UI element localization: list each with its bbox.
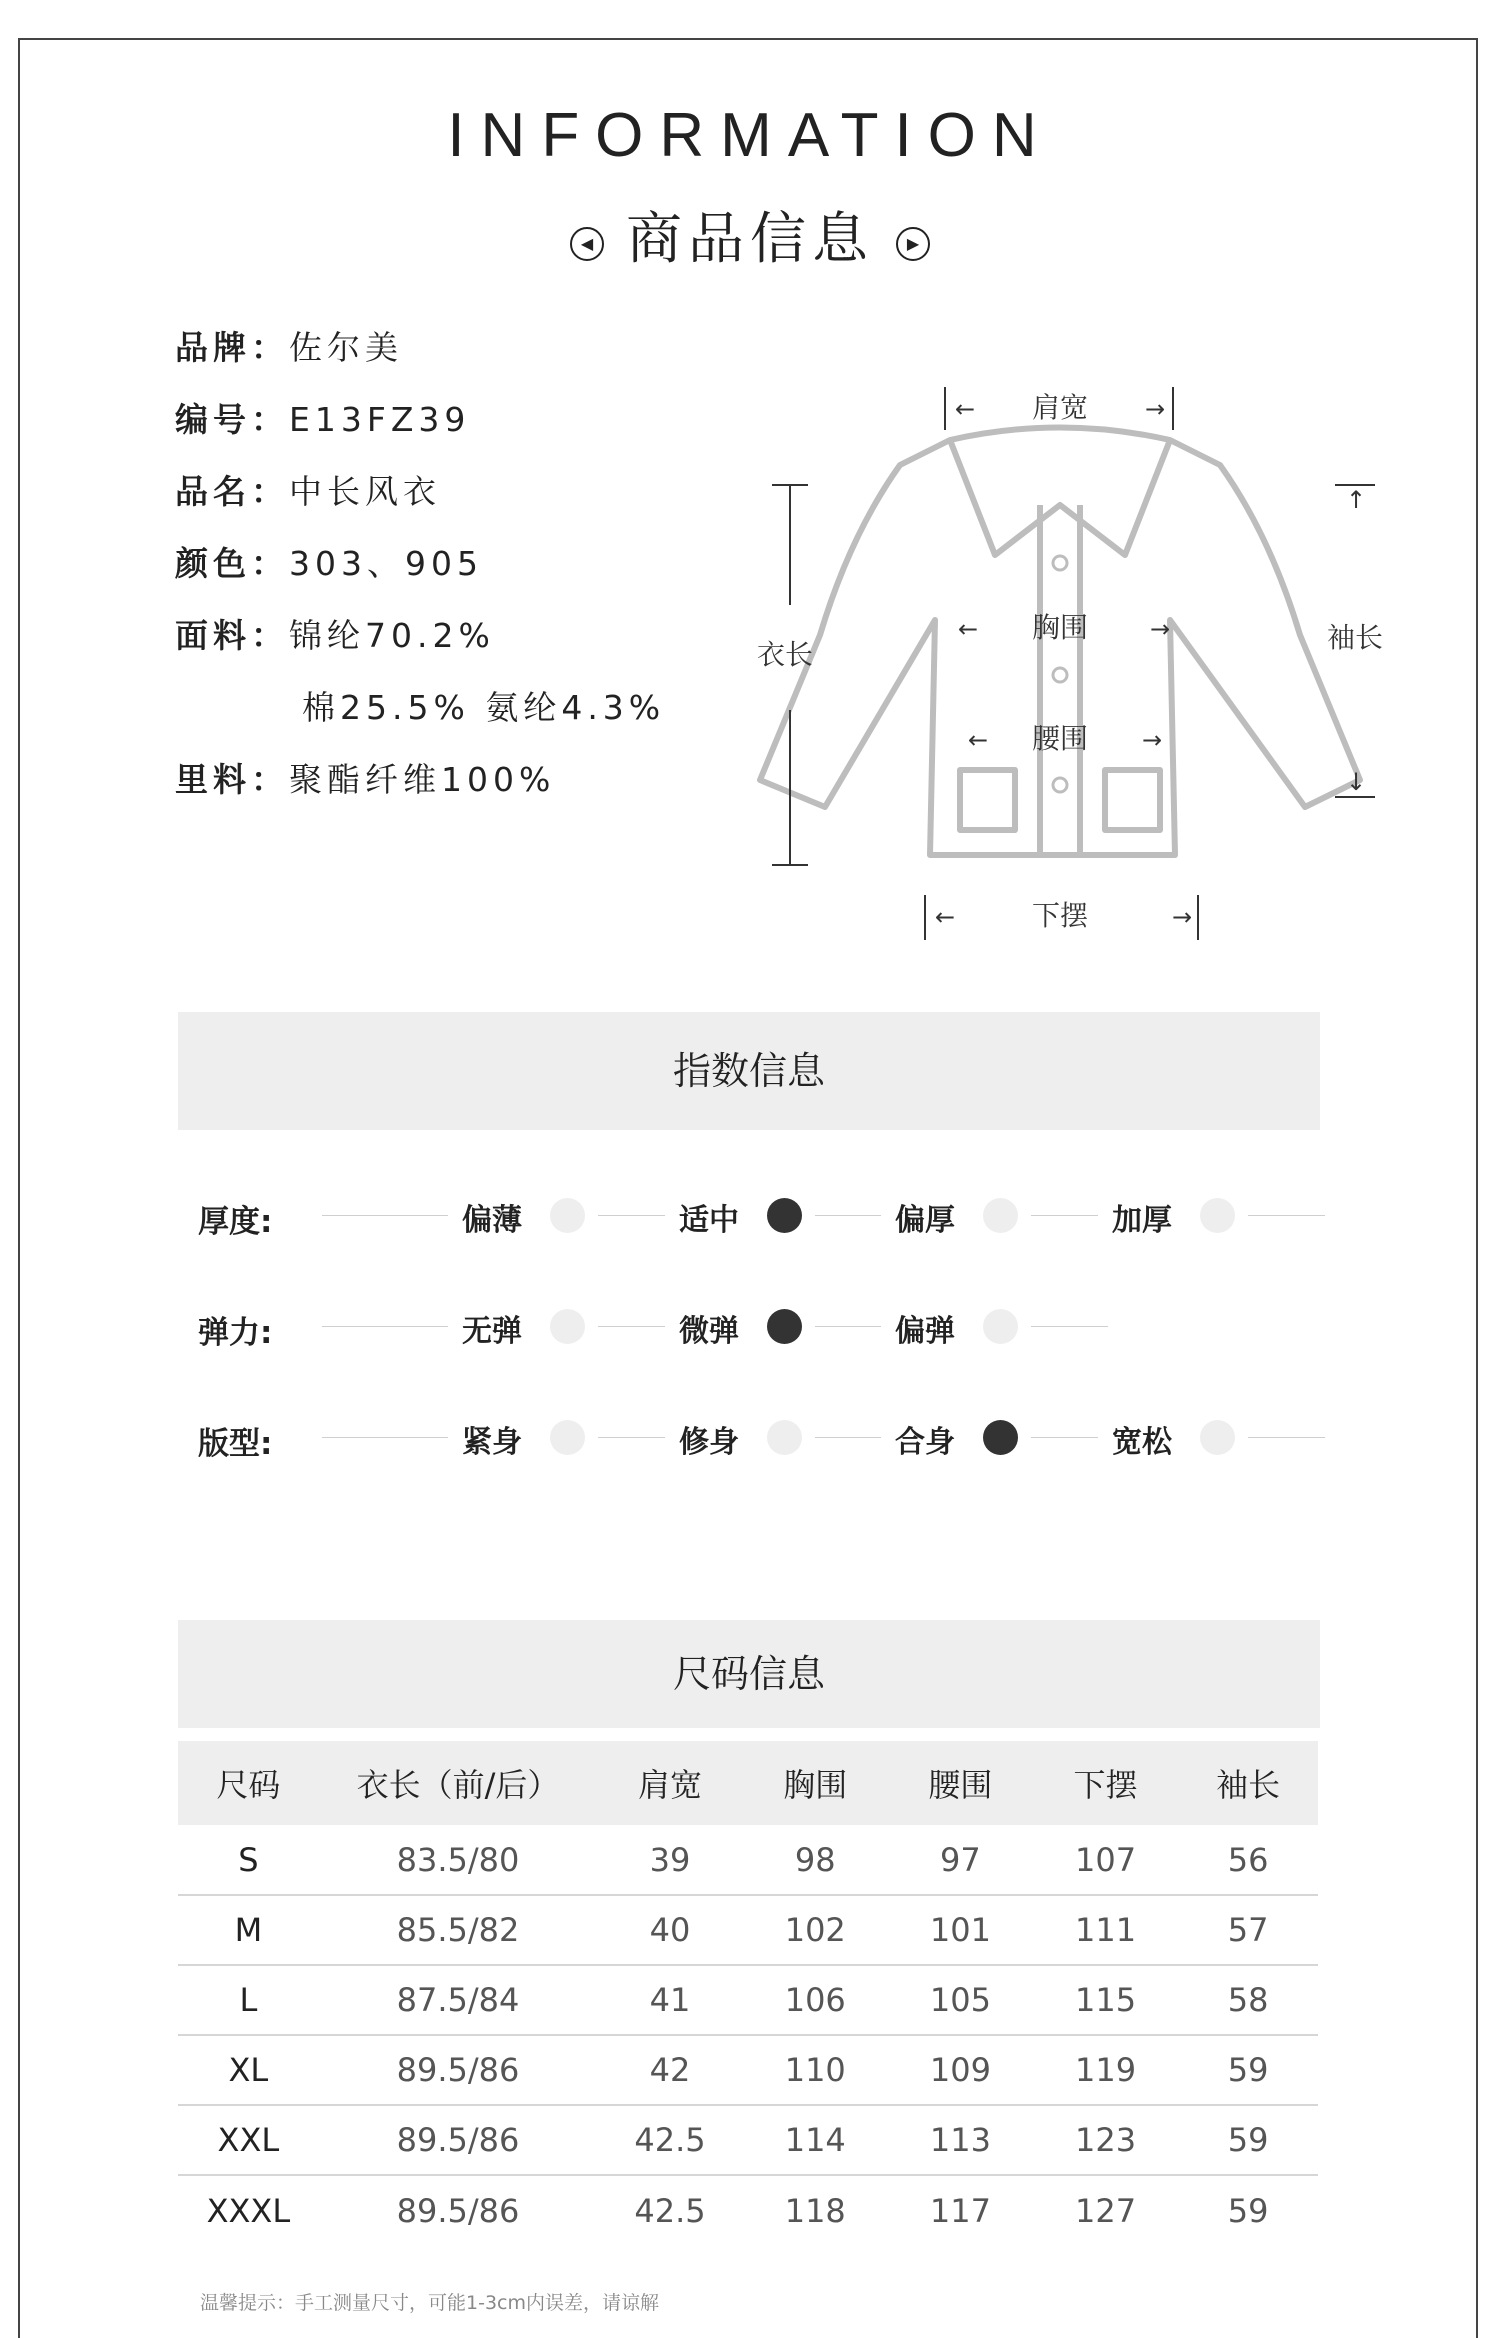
svg-text:↓: ↓ bbox=[1346, 768, 1367, 796]
size-cell: 123 bbox=[1033, 2105, 1178, 2175]
size-cell: 59 bbox=[1178, 2105, 1318, 2175]
selected-dot bbox=[767, 1198, 802, 1233]
index-option-label: 适中 bbox=[679, 1203, 739, 1238]
size-cell: 107 bbox=[1033, 1825, 1178, 1895]
index-option-label: 修身 bbox=[679, 1425, 739, 1460]
size-cell: 56 bbox=[1178, 1825, 1318, 1895]
size-cell: M bbox=[178, 1895, 319, 1965]
table-row bbox=[178, 2035, 1318, 2105]
spec-value: 佐尔美 bbox=[289, 328, 403, 367]
coat-button bbox=[1053, 668, 1067, 682]
size-cell: 85.5/82 bbox=[319, 1895, 598, 1965]
size-column-header: 袖长 bbox=[1216, 1766, 1281, 1804]
size-cell: 105 bbox=[888, 1965, 1033, 2035]
size-column-header: 下摆 bbox=[1073, 1766, 1138, 1804]
size-cell: 109 bbox=[888, 2035, 1033, 2105]
size-table bbox=[178, 1741, 1318, 2245]
spec-key: 面料： bbox=[175, 616, 289, 655]
size-cell: 118 bbox=[784, 2191, 846, 2230]
coat-button bbox=[1053, 778, 1067, 792]
spec-key: 里料： bbox=[175, 760, 289, 799]
unselected-dot bbox=[983, 1198, 1018, 1233]
size-cell: 101 bbox=[888, 1895, 1033, 1965]
size-cell: 117 bbox=[929, 2191, 991, 2230]
size-cell: 59 bbox=[1178, 2035, 1318, 2105]
table-row bbox=[178, 1965, 1318, 2035]
unselected-dot bbox=[1200, 1198, 1235, 1233]
spec-value: 锦纶70.2% bbox=[289, 616, 495, 655]
unselected-dot bbox=[983, 1309, 1018, 1344]
svg-text:←: ← bbox=[935, 903, 956, 931]
spec-lining bbox=[175, 754, 555, 801]
spec-code bbox=[175, 394, 470, 441]
garment-measurement-diagram bbox=[730, 375, 1410, 945]
size-cell: 57 bbox=[1178, 1895, 1318, 1965]
index-option-label: 偏弹 bbox=[895, 1314, 955, 1349]
size-cell: 113 bbox=[888, 2105, 1033, 2175]
circle-right-arrow-icon: ▶ bbox=[896, 227, 930, 261]
svg-text:←: ← bbox=[968, 726, 989, 754]
index-label: 弹力: bbox=[198, 1315, 273, 1351]
size-cell: 40 bbox=[597, 1895, 742, 1965]
size-table-header bbox=[178, 1741, 1318, 1825]
svg-text:←: ← bbox=[958, 615, 979, 643]
index-option-label: 加厚 bbox=[1112, 1203, 1172, 1238]
svg-text:←: ← bbox=[955, 395, 976, 423]
label-sleeve: 袖长 bbox=[1326, 621, 1384, 654]
size-cell: 110 bbox=[743, 2035, 888, 2105]
coat-button bbox=[1053, 556, 1067, 570]
spec-key: 品牌： bbox=[175, 328, 289, 367]
svg-text:→: → bbox=[1145, 395, 1166, 423]
index-option-label: 微弹 bbox=[679, 1314, 739, 1349]
title-chinese-block bbox=[0, 195, 1500, 275]
size-cell: 89.5/86 bbox=[319, 2035, 598, 2105]
coat-pocket bbox=[1105, 770, 1160, 830]
spec-fabric bbox=[175, 610, 495, 657]
size-cell: 42.5 bbox=[597, 2105, 742, 2175]
size-cell: 127 bbox=[1075, 2191, 1137, 2230]
svg-text:→: → bbox=[1172, 903, 1193, 931]
size-column-header: 腰围 bbox=[928, 1766, 993, 1804]
index-option-label: 偏薄 bbox=[462, 1203, 522, 1238]
spec-fabric-cont bbox=[302, 682, 665, 729]
size-cell: 41 bbox=[597, 1965, 742, 2035]
size-cell: 59 bbox=[1227, 2191, 1269, 2230]
unselected-dot bbox=[550, 1198, 585, 1233]
unselected-dot bbox=[550, 1309, 585, 1344]
size-cell: 111 bbox=[1033, 1895, 1178, 1965]
svg-text:↑: ↑ bbox=[1346, 486, 1367, 514]
size-cell: 98 bbox=[743, 1825, 888, 1895]
spec-key: 编号： bbox=[175, 400, 289, 439]
title-english: INFORMATION bbox=[447, 101, 1053, 170]
size-cell: 119 bbox=[1033, 2035, 1178, 2105]
size-cell: XXL bbox=[178, 2105, 319, 2175]
size-cell: 87.5/84 bbox=[319, 1965, 598, 2035]
size-cell: 97 bbox=[888, 1825, 1033, 1895]
index-option-label: 无弹 bbox=[462, 1314, 522, 1349]
spec-value: 303、905 bbox=[289, 544, 483, 583]
svg-text:→: → bbox=[1150, 615, 1171, 643]
size-cell: L bbox=[178, 1965, 319, 2035]
size-column-header: 胸围 bbox=[783, 1766, 848, 1804]
spec-brand bbox=[175, 322, 403, 369]
index-option-label: 宽松 bbox=[1112, 1425, 1172, 1460]
spec-key: 品名： bbox=[175, 472, 289, 511]
size-cell: S bbox=[178, 1825, 319, 1895]
spec-value: 中长风衣 bbox=[289, 472, 441, 511]
spec-color bbox=[175, 538, 483, 585]
coat-pocket bbox=[960, 770, 1015, 830]
size-cell: 89.5/86 bbox=[396, 2191, 520, 2230]
size-cell: 42 bbox=[597, 2035, 742, 2105]
size-cell: 115 bbox=[1033, 1965, 1178, 2035]
size-column-header: 尺码 bbox=[216, 1766, 281, 1804]
table-row bbox=[178, 1825, 1318, 1895]
size-cell: XXXL bbox=[206, 2191, 291, 2230]
unselected-dot bbox=[550, 1420, 585, 1455]
coat-collar bbox=[950, 440, 1170, 555]
size-cell: 83.5/80 bbox=[319, 1825, 598, 1895]
size-column-header: 衣长（前/后） bbox=[356, 1766, 560, 1804]
label-hem: 下摆 bbox=[1031, 899, 1089, 932]
table-row bbox=[178, 2105, 1318, 2175]
measurement-note: 温馨提示：手工测量尺寸，可能1-3cm内误差，请谅解 bbox=[200, 2292, 659, 2314]
svg-text:→: → bbox=[1142, 726, 1163, 754]
selected-dot bbox=[983, 1420, 1018, 1455]
label-shoulder: 肩宽 bbox=[1031, 391, 1089, 424]
spec-value: 棉25.5% 氨纶4.3% bbox=[302, 688, 666, 727]
label-length: 衣长 bbox=[756, 638, 814, 671]
size-column-header: 肩宽 bbox=[637, 1766, 702, 1804]
size-cell: XL bbox=[178, 2035, 319, 2105]
index-option-label: 紧身 bbox=[462, 1425, 522, 1460]
size-cell: 89.5/86 bbox=[319, 2105, 598, 2175]
size-cell: 39 bbox=[597, 1825, 742, 1895]
selected-dot bbox=[767, 1309, 802, 1344]
title-chinese: 商品信息 bbox=[626, 207, 874, 272]
index-option-label: 偏厚 bbox=[895, 1203, 955, 1238]
size-cell: 42.5 bbox=[634, 2191, 706, 2230]
size-cell: 58 bbox=[1178, 1965, 1318, 2035]
index-option-label: 合身 bbox=[895, 1425, 955, 1460]
spec-value: 聚酯纤维100% bbox=[289, 760, 556, 799]
unselected-dot bbox=[1200, 1420, 1235, 1455]
index-section-title: 指数信息 bbox=[178, 1012, 1320, 1130]
size-section-title: 尺码信息 bbox=[178, 1620, 1320, 1728]
label-chest: 胸围 bbox=[1031, 611, 1089, 644]
spec-value: E13FZ39 bbox=[289, 400, 471, 439]
size-cell: 106 bbox=[743, 1965, 888, 2035]
spec-name bbox=[175, 466, 441, 513]
spec-key: 颜色： bbox=[175, 544, 289, 583]
size-cell: 114 bbox=[743, 2105, 888, 2175]
size-cell: 102 bbox=[743, 1895, 888, 1965]
index-label: 厚度: bbox=[198, 1204, 273, 1240]
label-waist: 腰围 bbox=[1031, 722, 1089, 755]
index-label: 版型: bbox=[198, 1426, 273, 1462]
circle-left-arrow-icon: ◀ bbox=[570, 227, 604, 261]
table-row bbox=[178, 1895, 1318, 1965]
table-row bbox=[178, 2175, 1318, 2245]
unselected-dot bbox=[767, 1420, 802, 1455]
